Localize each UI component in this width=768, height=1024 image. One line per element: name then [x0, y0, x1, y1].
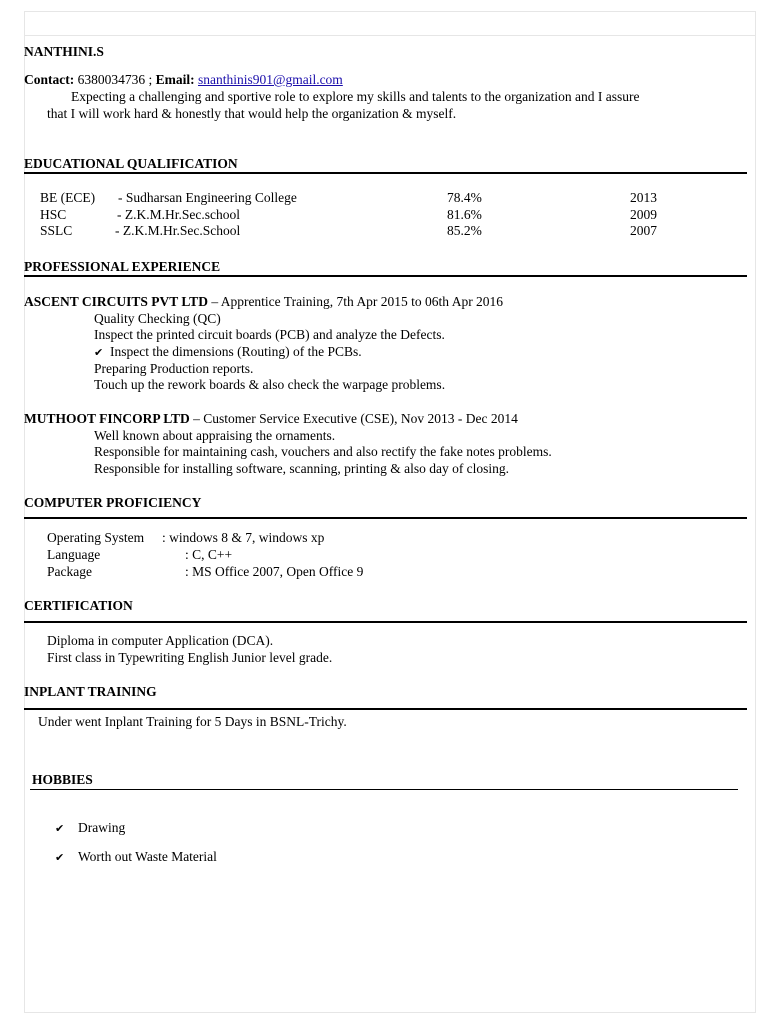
edu-degree: HSC [40, 207, 67, 222]
email-link[interactable]: snanthinis901@gmail.com [198, 72, 343, 87]
job-title-line [24, 294, 503, 310]
job-item: Responsible for installing software, scanning, printing & also day of closing. [94, 461, 510, 476]
hobbies-rule [30, 789, 738, 790]
edu-degree: BE (ECE) [40, 190, 96, 205]
hobbies-heading: HOBBIES [32, 772, 93, 787]
job-item-checked [94, 344, 362, 361]
hobby-text: Worth out Waste Material [78, 849, 217, 864]
inplant-text: Under went Inplant Training for 5 Days in BSNL-Trichy. [38, 714, 347, 729]
certification-heading: CERTIFICATION [24, 598, 133, 613]
experience-rule [24, 275, 747, 277]
skill-value: : C, C++ [185, 547, 233, 562]
edu-institution: - Z.K.M.Hr.Sec.school [117, 207, 240, 222]
computer-heading: COMPUTER PROFICIENCY [24, 495, 202, 510]
skill-label: Operating System [47, 530, 145, 545]
edu-score: 81.6% [447, 207, 482, 222]
skill-value: : windows 8 & 7, windows xp [162, 530, 325, 545]
job-title-line [24, 411, 518, 427]
job-item: Responsible for maintaining cash, vouchers and also rectify the fake notes problems. [94, 444, 552, 459]
education-rule [24, 172, 747, 174]
edu-year: 2007 [630, 223, 657, 238]
edu-score: 78.4% [447, 190, 482, 205]
certification-rule [24, 621, 747, 623]
inplant-rule [24, 708, 747, 710]
contact-label: Contact: [24, 72, 75, 87]
job-item: Touch up the rework boards & also check the warpage problems. [94, 377, 446, 392]
hobby-item [55, 849, 217, 866]
email-label: Email: [155, 72, 195, 87]
skill-label: Package [47, 564, 92, 579]
skill-label: Language [47, 547, 101, 562]
hobby-text: Drawing [78, 820, 126, 835]
job-detail: – Customer Service Executive (CSE), Nov 2013 - Dec 2014 [189, 411, 518, 426]
certification-item: First class in Typewriting English Junior level grade. [47, 650, 333, 665]
checkmark-icon: ✔ [94, 346, 104, 359]
company-name: MUTHOOT FINCORP LTD [24, 411, 190, 426]
job-detail: – Apprentice Training, 7th Apr 2015 to 06th Apr 2016 [207, 294, 504, 309]
hobby-item [55, 820, 125, 837]
objective-line-2: that I will work hard & honestly that would help the organization & myself. [47, 106, 457, 121]
inplant-heading: INPLANT TRAINING [24, 684, 157, 699]
edu-institution: - Sudharsan Engineering College [118, 190, 297, 205]
company-name: ASCENT CIRCUITS PVT LTD [24, 294, 208, 309]
job-item-text: Inspect the dimensions (Routing) of the PCBs. [110, 344, 362, 359]
edu-degree: SSLC [40, 223, 73, 238]
edu-year: 2013 [630, 190, 657, 205]
skill-value: : MS Office 2007, Open Office 9 [185, 564, 364, 579]
job-item: Well known about appraising the ornaments. [94, 428, 336, 443]
job-item: Quality Checking (QC) [94, 311, 221, 326]
certification-item: Diploma in computer Application (DCA). [47, 633, 274, 648]
job-item: Preparing Production reports. [94, 361, 254, 376]
phone-number: 6380034736 ; [77, 72, 153, 87]
education-heading: EDUCATIONAL QUALIFICATION [24, 156, 238, 171]
computer-rule [24, 517, 747, 519]
candidate-name: NANTHINI.S [24, 44, 104, 59]
edu-year: 2009 [630, 207, 657, 222]
edu-institution: - Z.K.M.Hr.Sec.School [115, 223, 241, 238]
objective-line-1: Expecting a challenging and sportive role to explore my skills and talents to the organization and I assure [71, 89, 640, 104]
checkmark-icon: ✔ [55, 822, 65, 835]
checkmark-icon: ✔ [55, 851, 65, 864]
edu-score: 85.2% [447, 223, 482, 238]
header-divider [24, 35, 756, 36]
contact-line [24, 72, 343, 88]
job-item: Inspect the printed circuit boards (PCB) and analyze the Defects. [94, 327, 445, 342]
experience-heading: PROFESSIONAL EXPERIENCE [24, 259, 221, 274]
